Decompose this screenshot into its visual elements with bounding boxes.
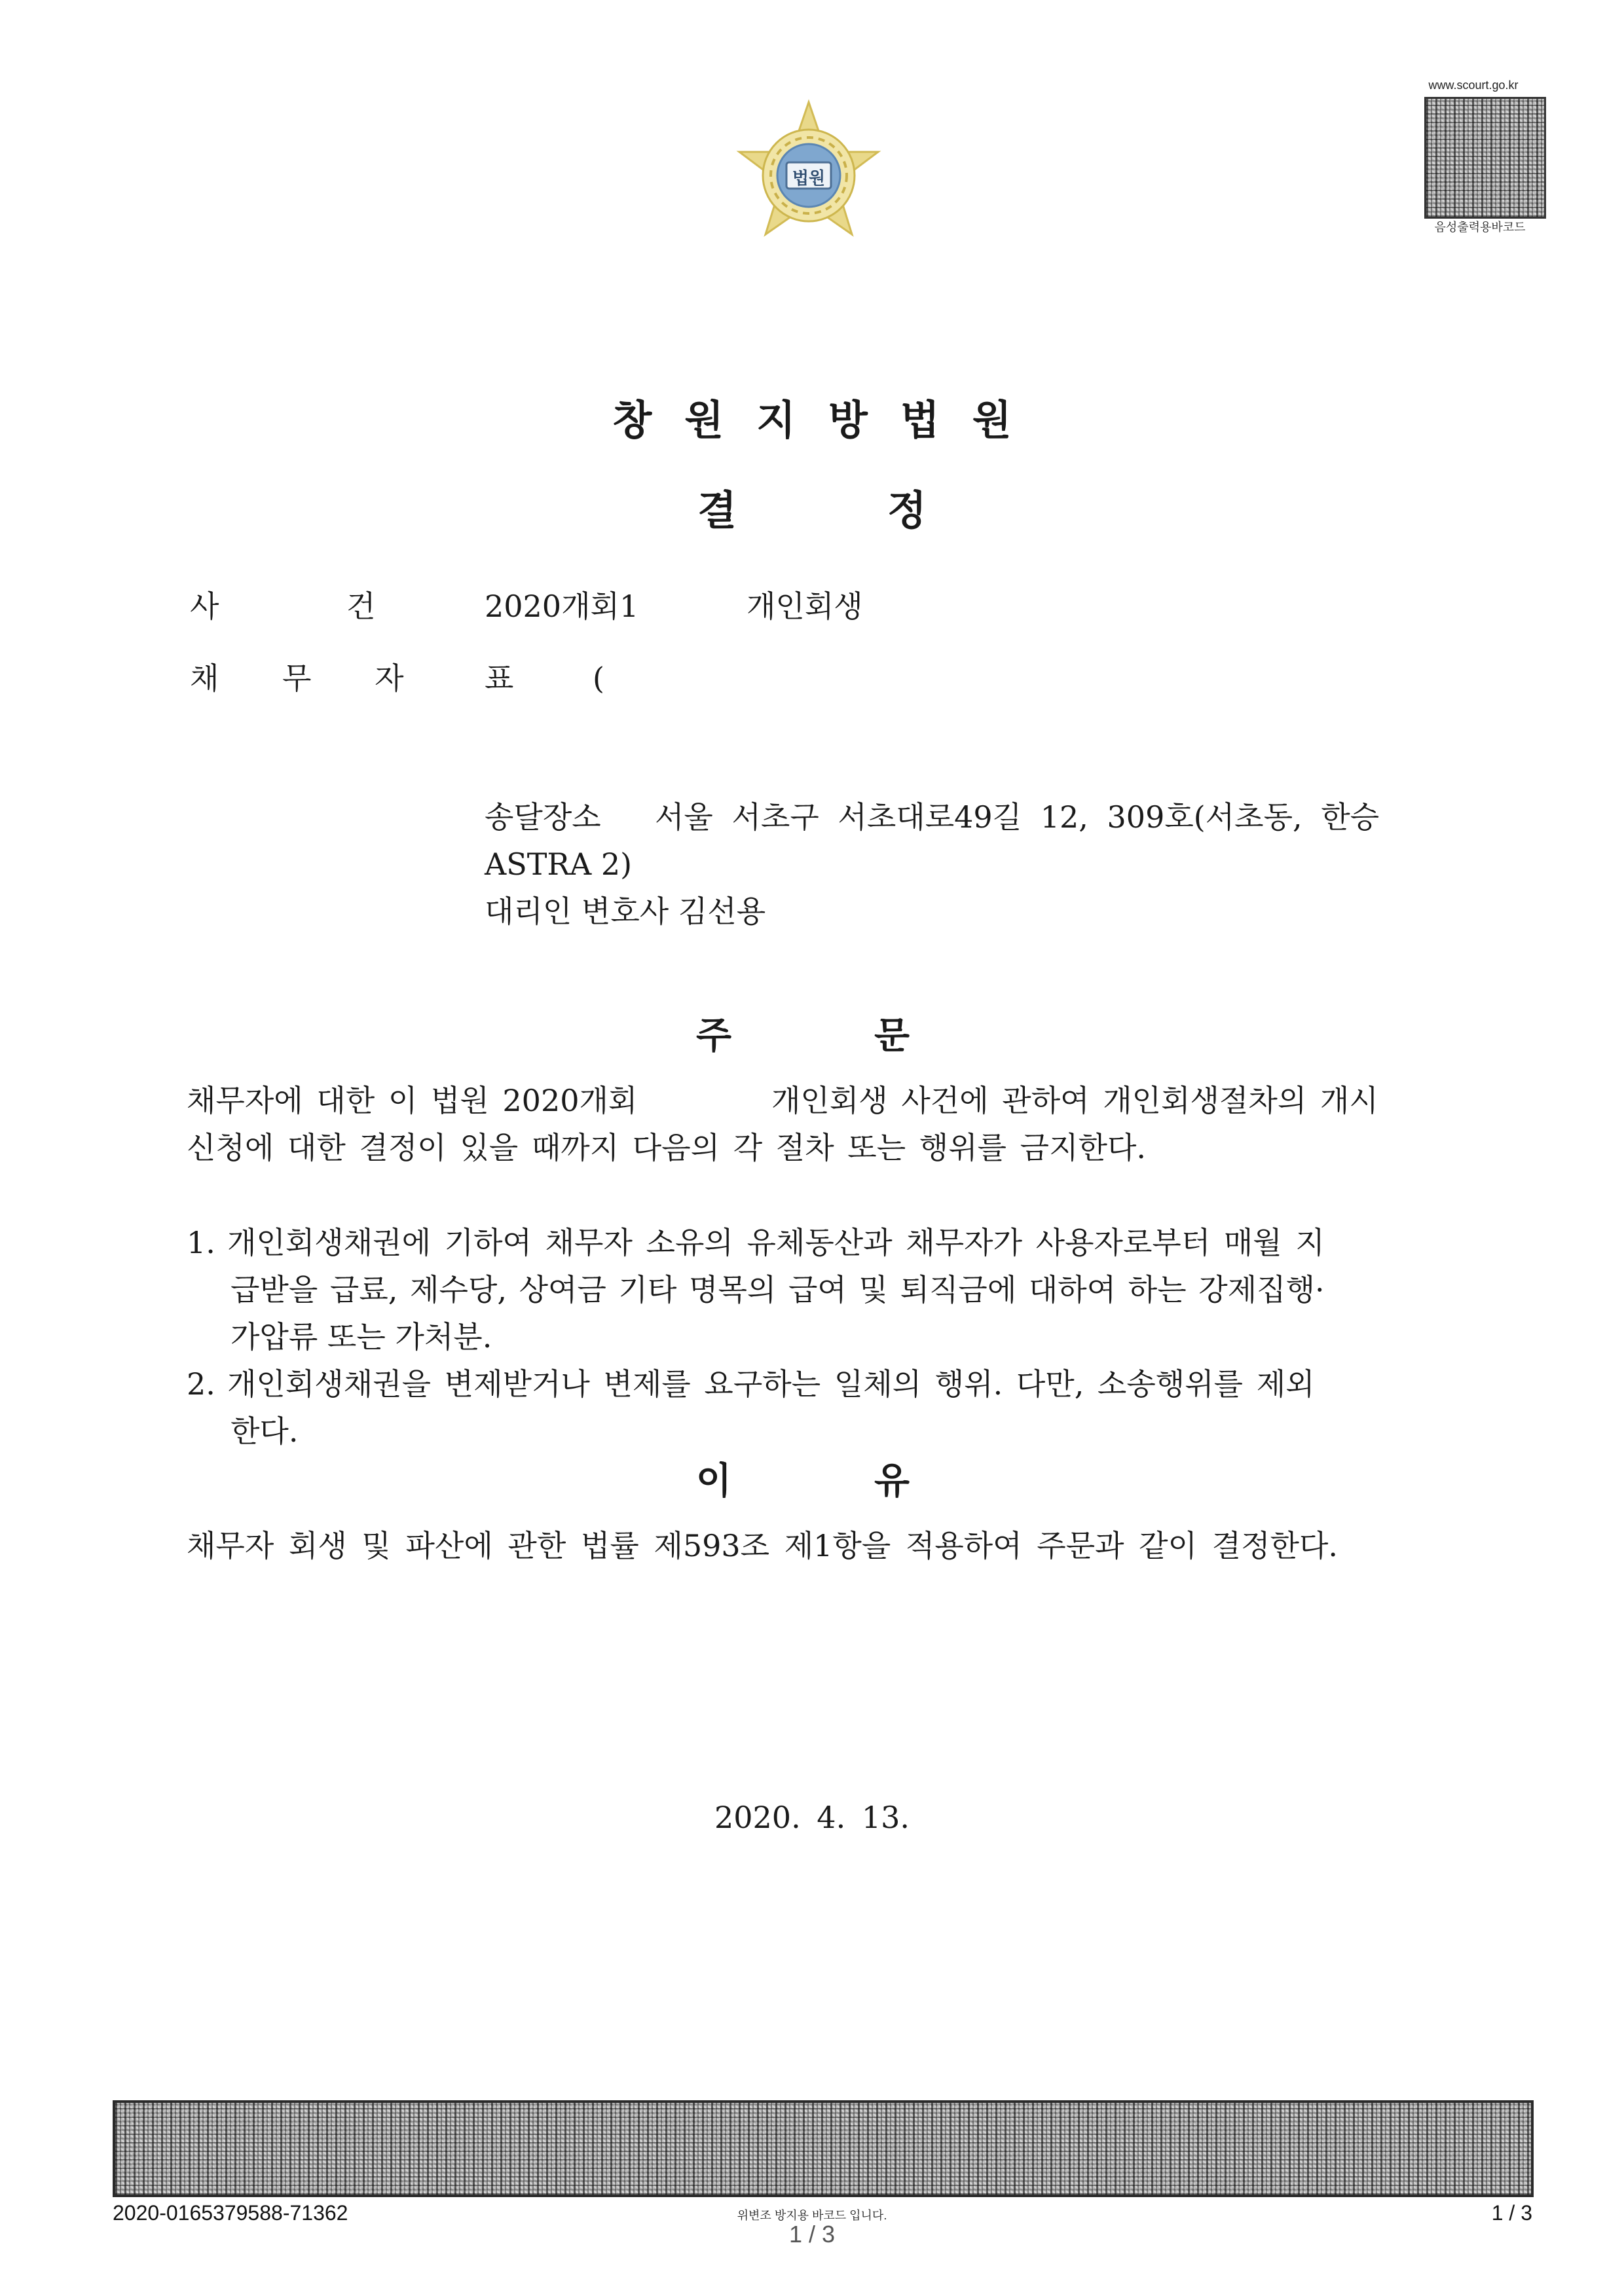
debtor-name: 표 <box>485 661 514 696</box>
court-seal <box>730 98 887 249</box>
reason-text: 채무자 회생 및 파산에 관한 법률 제593조 제1항을 적용하여 주문과 같이 결정한다. <box>187 1528 1338 1563</box>
redacted-area <box>606 658 828 697</box>
order-heading-right: 문 <box>874 1015 910 1057</box>
case-number: 2020개회1 <box>485 589 639 624</box>
qr-caption: 음성출력용바코드 <box>1434 221 1526 234</box>
qr-site-url: www.scourt.go.kr <box>1428 79 1519 92</box>
anti-forgery-note: 위변조 방지용 바코드 입니다. <box>737 2209 887 2222</box>
order-item-1-num: 1. <box>187 1225 215 1260</box>
court-name: 창원지방법원 <box>612 396 1044 444</box>
debtor-name-paren: ( <box>593 661 604 696</box>
decision-date: 2020. 4. 13. <box>714 1800 910 1835</box>
order-item-1-line-3: 가압류 또는 가처분. <box>231 1319 492 1355</box>
address-label: 송달장소 <box>485 799 601 835</box>
page-number-center: 1 / 3 <box>788 2221 836 2248</box>
debtor-label: 채 무 자 <box>190 661 404 696</box>
anti-forgery-barcode <box>113 2100 1534 2197</box>
order-para-line-1a: 채무자에 대한 이 법원 2020개회 <box>187 1083 638 1118</box>
order-para-line-1b: 개인회생 사건에 관하여 개인회생절차의 개시 <box>771 1083 1378 1118</box>
order-para-line-2: 신청에 대한 결정이 있을 때까지 다음의 각 절차 또는 행위를 금지한다. <box>187 1130 1147 1165</box>
order-item-1-line-2: 급받을 급료, 제수당, 상여금 기타 명목의 급여 및 퇴직금에 대하여 하는 강제집행· <box>231 1272 1325 1307</box>
reason-heading-left: 이 <box>696 1460 732 1503</box>
document-type: 결정 <box>697 486 1077 534</box>
qr-code <box>1424 97 1546 219</box>
case-name: 개인회생 <box>747 589 863 624</box>
document-id: 2020-0165379588-71362 <box>113 2201 348 2225</box>
redacted-case-number <box>663 1084 758 1120</box>
order-item-2-line-1: 개인회생채권을 변제받거나 변제를 요구하는 일체의 행위. 다만, 소송행위를 제외 <box>227 1366 1315 1402</box>
agent-line: 대리인 변호사 김선용 <box>485 894 766 929</box>
page-number-right: 1 / 3 <box>1491 2201 1532 2225</box>
reason-heading-right: 유 <box>874 1460 910 1503</box>
address-line-1: 서울 서초구 서초대로49길 12, 309호(서초동, 한승 <box>655 799 1380 835</box>
order-heading-left: 주 <box>696 1015 732 1057</box>
order-item-2-line-2: 한다. <box>231 1413 299 1449</box>
case-label: 사 건 <box>190 589 376 624</box>
seal-text: 법원 <box>792 168 826 188</box>
order-item-2-num: 2. <box>187 1366 215 1402</box>
address-line-2: ASTRA 2) <box>485 847 633 882</box>
order-item-1-line-1: 개인회생채권에 기하여 채무자 소유의 유체동산과 채무자가 사용자로부터 매월 지 <box>227 1225 1325 1260</box>
